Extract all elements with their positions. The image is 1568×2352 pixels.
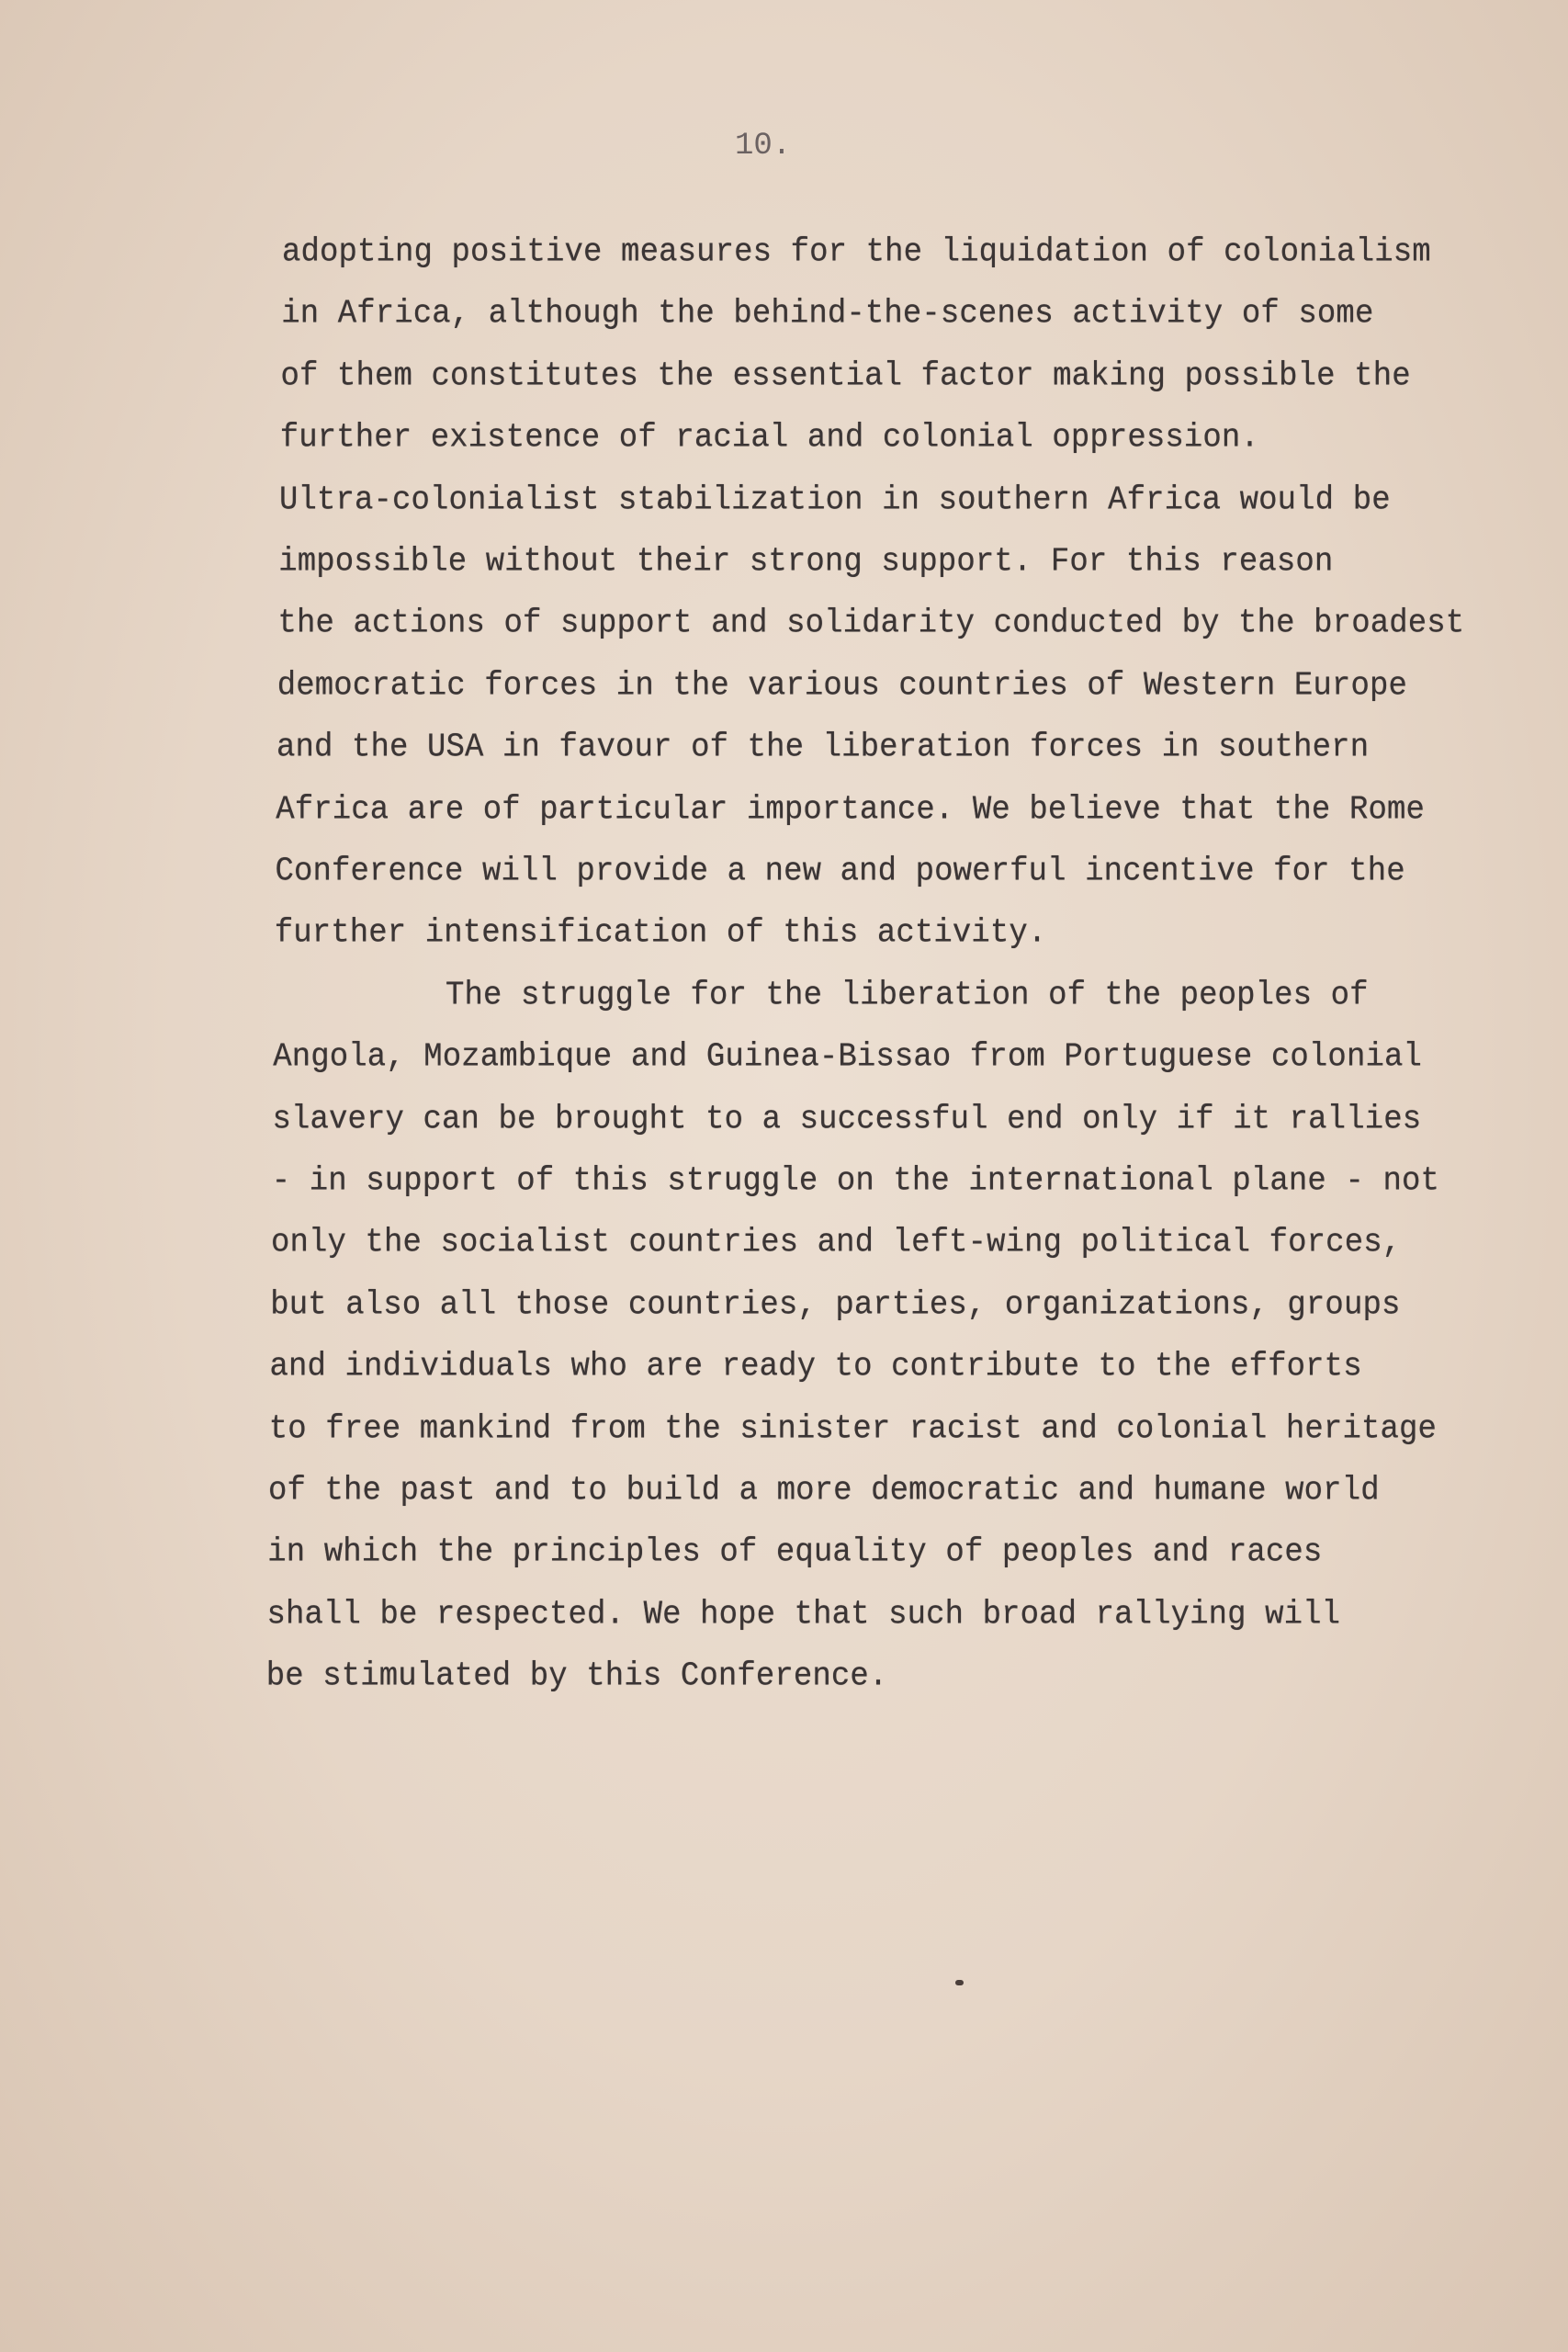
text-line: and individuals who are ready to contribute to the efforts (269, 1349, 1362, 1386)
text-line: Angola, Mozambique and Guinea-Bissao from Portuguese colonial (273, 1039, 1422, 1077)
text-line: Africa are of particular importance. We believe that the Rome (276, 791, 1425, 829)
text-line: but also all those countries, parties, organizations, groups (270, 1286, 1401, 1324)
text-line: in Africa, although the behind-the-scenes activity of some (281, 296, 1374, 334)
text-line: shall be respected. We hope that such broad rallying will (266, 1596, 1341, 1634)
text-line: only the socialist countries and left-wing political forces, (271, 1225, 1402, 1262)
text-line: of the past and to build a more democratic and humane world (268, 1473, 1380, 1510)
page-number: 10. (735, 129, 792, 164)
text-line: - in support of this struggle on the international plane - not (271, 1163, 1439, 1200)
text-line: Ultra-colonialist stabilization in southern Africa would be (279, 481, 1391, 519)
ink-mark (955, 1980, 964, 1985)
text-line: democratic forces in the various countries of Western Europe (276, 667, 1407, 705)
text-line: adopting positive measures for the liquidation of colonialism (282, 234, 1431, 271)
text-line: in which the principles of equality of peoples and races (267, 1534, 1323, 1572)
text-line: and the USA in favour of the liberation forces in southern (276, 729, 1370, 767)
text-line: the actions of support and solidarity conducted by the broadest (277, 605, 1465, 643)
text-line: slavery can be brought to a successful end only if it rallies (272, 1101, 1422, 1138)
text-line: to free mankind from the sinister racist and colonial heritage (268, 1410, 1437, 1448)
text-line: impossible without their strong support. For this reason (278, 544, 1334, 581)
text-line: Conference will provide a new and powerful incentive for the (275, 854, 1405, 890)
text-line: further intensification of this activity. (274, 915, 1047, 953)
text-line: of them constitutes the essential factor making possible the (280, 357, 1411, 395)
text-line: further existence of racial and colonial oppression. (279, 420, 1259, 458)
text-line: be stimulated by this Conference. (265, 1658, 888, 1696)
paragraph-first-line: The struggle for the liberation of the peoples of (446, 977, 1369, 1014)
